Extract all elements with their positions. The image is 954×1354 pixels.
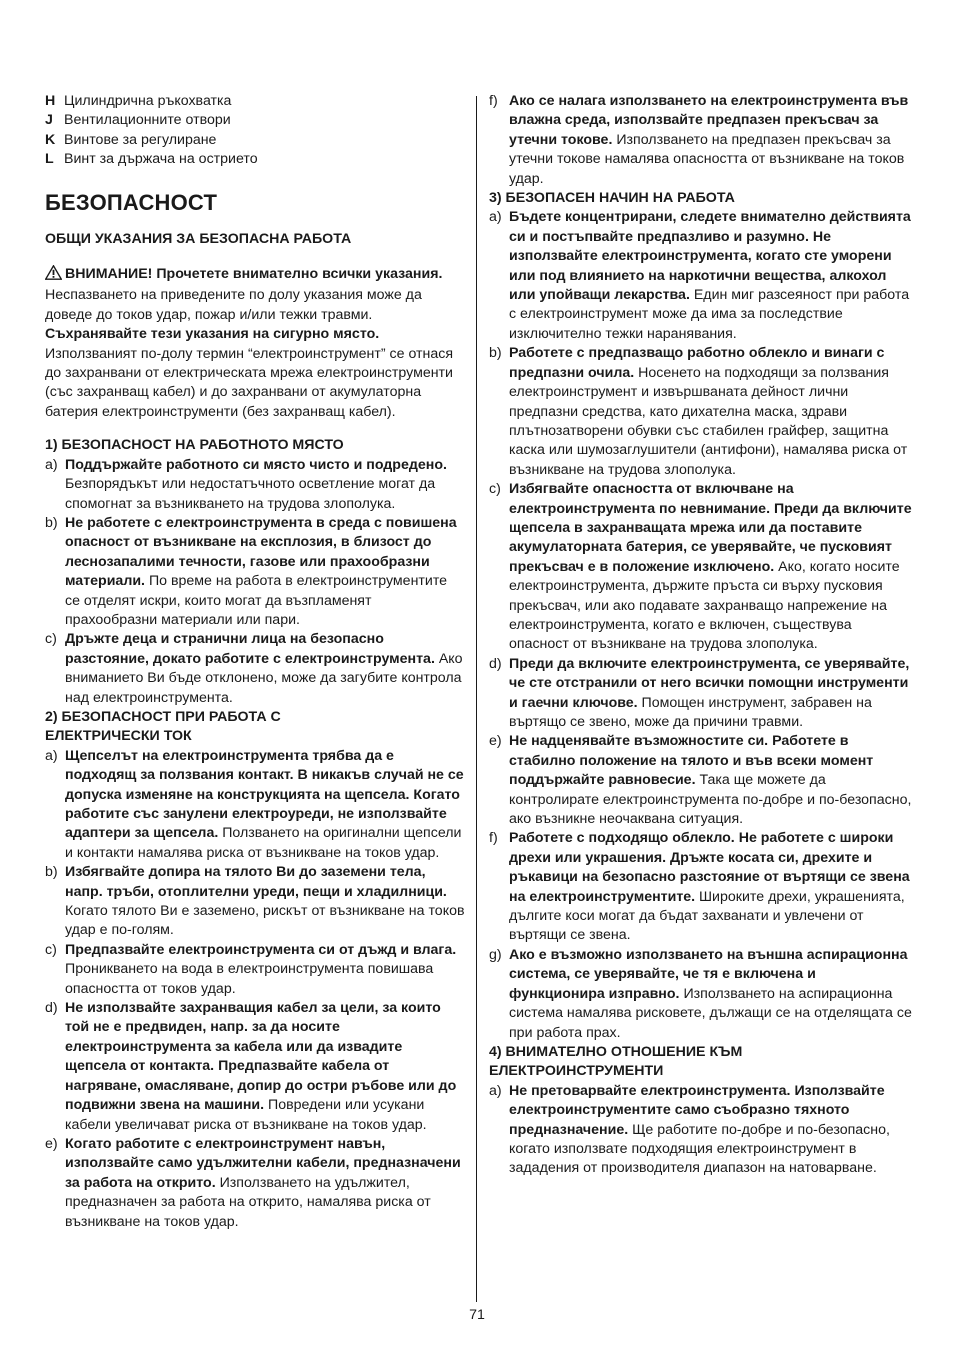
item-text: Широките дрехи, украшенията, дългите коси могат да бъдат захванати и увлечени от въртящи се звена. bbox=[509, 888, 905, 944]
item-bold: Избягвайте опасността от включване на електроинструмента по невнимание. Преди да включите щепсела в захранващата мрежа или да поставите акумулаторната батерия, се уверявайте, че пусковият прекъсвач е в положение изключено. bbox=[509, 481, 912, 575]
list-item bbox=[45, 630, 465, 708]
list-item bbox=[45, 514, 465, 630]
warning-triangle-icon bbox=[45, 265, 62, 286]
page-number: 71 bbox=[469, 1307, 485, 1323]
item-label: c) bbox=[45, 631, 57, 648]
item-text: Когато тялото Ви е заземено, рискът от възникване на токов удар е по-голям. bbox=[65, 903, 465, 939]
item-label: c) bbox=[489, 481, 501, 498]
warning-text-2: Използваният по-долу термин “електроинструмент” се отнася до захранвани от електрическата мрежа електроинструменти (със захранващ кабел) и до захранвани от акумулаторна батерия електроинструменти (без захранващ кабел). bbox=[45, 345, 454, 420]
item-bold: Избягвайте допира на тялото Ви до заземени тела, напр. тръби, отоплителни уреди, пещи и хладилници. bbox=[65, 864, 447, 900]
item-label: a) bbox=[45, 456, 58, 473]
item-bold: Ако е възможно използването на външна аспирационна система, се уверявайте, че тя е включена и функционира изправно. bbox=[509, 946, 908, 1002]
list-item bbox=[45, 456, 465, 514]
legend-text: Винт за държача на острието bbox=[64, 151, 258, 168]
legend-text: Винтове за регулиране bbox=[64, 131, 217, 148]
list-item bbox=[489, 480, 913, 655]
item-label: d) bbox=[489, 655, 502, 672]
warning-bold-2: Съхранявайте тези указания на сигурно място. bbox=[45, 326, 380, 343]
item-label: b) bbox=[45, 864, 58, 881]
item-text: Ако, когато носите електроинструмента, държите пръста си върху пусковия прекъсвач, или ако подавате захранващо напрежение на електроинструмента, когато е включен, съществува опасност от възникване на трудова злополука. bbox=[509, 558, 900, 653]
item-text: Използването на аспирационна система намалява рисковете, дължащи се на отделящата се при работа прах. bbox=[509, 985, 912, 1041]
item-bold: Работете с предпазващо работно облекло и винаги с предпазни очила. bbox=[509, 345, 885, 381]
item-label: d) bbox=[45, 1000, 58, 1017]
section-title-electrical: 2) БЕЗОПАСНОСТ ПРИ РАБОТА С ЕЛЕКТРИЧЕСКИ ТОК bbox=[45, 708, 281, 745]
item-label: a) bbox=[489, 1082, 502, 1099]
item-text: Проникването на вода в електроинструмента повишава опасността от токов удар. bbox=[65, 961, 434, 997]
item-text: Помощен инструмент, забравен на въртящо се звено, може да причини травми. bbox=[509, 694, 872, 730]
item-bold: Щепселът на електроинструмента трябва да е подходящ за ползвания контакт. В никакъв случай не се допуска изменяне на конструкцията на щепсела. Когато работите със занулени електроуреди, не използвайте адаптери за щепсела. bbox=[65, 747, 464, 842]
warning-bold-1: ВНИМАНИЕ! Прочетете внимателно всички указания. bbox=[65, 266, 443, 283]
item-label: g) bbox=[489, 946, 502, 963]
warning-text-1: Неспазването на приведените по долу указания може да доведе до токов удар, пожар и/или тежки травми. bbox=[45, 287, 422, 323]
item-label: e) bbox=[45, 1135, 58, 1152]
item-text: Един миг разсеяност при работа с електроинструмент може да има за последствие изключително тежки наранявания. bbox=[509, 287, 910, 342]
item-label: e) bbox=[489, 733, 502, 750]
list-item bbox=[489, 655, 913, 733]
item-text: Използването на удължител, предназначен за работа на открито, намалява риска от възникване на токов удар. bbox=[65, 1174, 431, 1230]
subheading: ОБЩИ УКАЗАНИЯ ЗА БЕЗОПАСНА РАБОТА bbox=[45, 230, 352, 247]
page-title: БЕЗОПАСНОСТ bbox=[45, 189, 218, 215]
item-bold: Поддържайте работното си място чисто и подредено. bbox=[65, 456, 447, 473]
legend-key: H bbox=[45, 93, 56, 109]
item-bold: Дръжте деца и странични лица на безопасно разстояние, докато работите с електроинструмента. bbox=[65, 631, 435, 667]
item-text: Така ще можете да контролирате електроинструмента по-добре и по-безопасно, ако възникне неочаквана ситуация. bbox=[509, 772, 912, 828]
list-item bbox=[489, 829, 913, 945]
warning-paragraph bbox=[45, 265, 465, 422]
list-item bbox=[45, 747, 465, 863]
item-text: По време на работа в електроинструментите се отделят искри, които могат да възпламенят прахообразни материали или пари. bbox=[65, 573, 448, 628]
section-title-work-area: 1) БЕЗОПАСНОСТ НА РАБОТНОТО МЯСТО bbox=[45, 437, 344, 454]
list-item bbox=[489, 732, 913, 829]
list-item bbox=[489, 946, 913, 1043]
legend-row bbox=[45, 131, 465, 150]
left-column bbox=[45, 92, 465, 1232]
item-text: Безпорядъкът или недостатъчното осветление могат да спомогнат за възникването на трудова злополука. bbox=[65, 476, 436, 512]
section-title-tool-care: 4) ВНИМАТЕЛНО ОТНОШЕНИЕ КЪМ ЕЛЕКТРОИНСТРУМЕНТИ bbox=[489, 1043, 743, 1080]
item-text: Ще работите по-добре и по-безопасно, когато използвате подходящия електроинструмент в зададения от производителя диапазон на натоварване. bbox=[509, 1121, 890, 1177]
item-label: a) bbox=[489, 209, 502, 226]
item-bold: Не надценявайте възможностите си. Работете в стабилно положение на тялото и във всеки момент поддържайте равновесие. bbox=[509, 733, 874, 789]
list-item bbox=[489, 92, 913, 189]
item-label: b) bbox=[45, 514, 58, 531]
item-label: a) bbox=[45, 747, 58, 764]
item-text: Повредени или усукани кабели увеличават риска от възникване на токов удар. bbox=[65, 1097, 427, 1133]
item-bold: Бъдете концентрирани, следете внимателно действията си и постъпвайте предпазливо и разумно. Не използвайте електроинструмента, когато сте уморени или под влиянието на наркотични вещества, алкохол или упойващи лекарства. bbox=[509, 209, 911, 304]
list-item bbox=[489, 208, 913, 344]
item-bold: Когато работите с електроинструмент навън, използвайте само удължителни кабели, предназначени за работа на открито. bbox=[65, 1135, 461, 1191]
item-label: f) bbox=[489, 830, 498, 847]
right-column bbox=[489, 92, 913, 1179]
item-bold: Не работете с електроинструмента в среда с повишена опасност от възникване на експлозия, в близост до леснозапалими течности, газове или прахообразни материали. bbox=[65, 514, 457, 590]
legend-text: Цилиндрична ръкохватка bbox=[64, 93, 232, 109]
item-bold: Не използвайте захранващия кабел за цели, за които той не е предвиден, напр. за да носите електроинструмента за кабела или да извадите щепсела от контакта. Предпазвайте кабела от нагряване, омасляване, допир до остри ръбове или до подвижни звена на машини. bbox=[65, 1000, 457, 1114]
legend-key: K bbox=[45, 131, 56, 148]
list-item bbox=[45, 941, 465, 999]
legend-row bbox=[45, 111, 465, 130]
item-bold: Ако се налага използването на електроинструмента във влажна среда, използвайте предпазен прекъсвач за утечни токове. bbox=[509, 93, 909, 148]
legend-row bbox=[45, 150, 465, 169]
item-label: b) bbox=[489, 345, 502, 362]
item-label: f) bbox=[489, 93, 498, 109]
legend-row bbox=[45, 92, 465, 111]
item-text: Ползването на оригинални щепсели и контакти намалява риска от възникване на токов удар. bbox=[65, 825, 462, 861]
list-item bbox=[45, 863, 465, 941]
column-divider bbox=[476, 96, 477, 1302]
legend-key: J bbox=[45, 112, 53, 129]
section-title-safe-work: 3) БЕЗОПАСЕН НАЧИН НА РАБОТА bbox=[489, 190, 735, 207]
list-item bbox=[489, 344, 913, 480]
item-text: Носенето на подходящи за ползвания електроинструмент и извършваната дейност лични предпазни средства, като дихателна маска, здрави плътнозатворени обувки със стабилен грайфер, защитна каска или шумозаглушители (антифони), намалява риска от възникване на трудова злополука. bbox=[509, 364, 908, 478]
item-bold: Не претоварвайте електроинструмента. Използвайте електроинструментите само съобразно тяхното предназначение. bbox=[509, 1082, 885, 1138]
item-label: c) bbox=[45, 941, 57, 958]
legend-text: Вентилационните отвори bbox=[64, 112, 231, 129]
item-text: Използването на предпазен прекъсвач за утечни токове намалява опасността от възникване на токов удар. bbox=[509, 131, 905, 187]
legend-key: L bbox=[45, 151, 54, 168]
item-bold: Работете с подходящо облекло. Не работете с широки дрехи или украшения. Дръжте косата си, дрехите и ръкавици на безопасно разстояние от въртящи се звена на електроинструментите. bbox=[509, 830, 910, 905]
item-text: Ако вниманието Ви бъде отклонено, може да загубите контрола над електроинструмента. bbox=[65, 650, 463, 706]
list-item bbox=[45, 999, 465, 1135]
list-item bbox=[45, 1135, 465, 1232]
item-bold: Преди да включите електроинструмента, се уверявайте, че сте отстранили от него всички помощни инструменти и гаечни ключове. bbox=[509, 655, 910, 711]
list-item bbox=[489, 1082, 913, 1179]
item-bold: Предпазвайте електроинструмента си от дъжд и влага. bbox=[65, 941, 457, 958]
parts-legend bbox=[45, 92, 465, 170]
